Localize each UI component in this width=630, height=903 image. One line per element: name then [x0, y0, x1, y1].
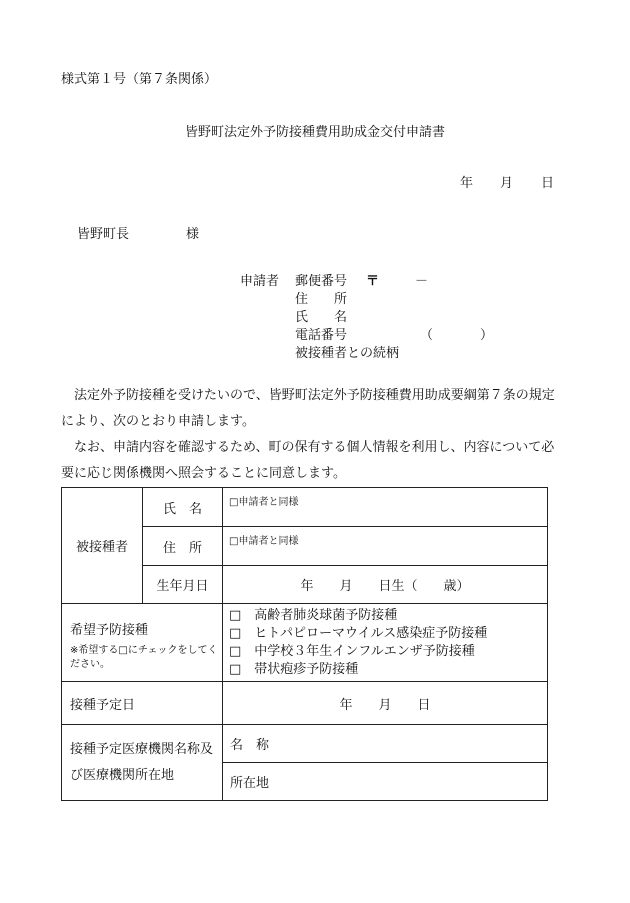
form-number: 様式第１号（第７条関係） — [61, 72, 218, 87]
birth-date-label: 生年月日 — [143, 566, 223, 604]
vaccine-option-influenza[interactable]: □ 中学校３年生インフルエンザ予防接種 — [229, 644, 475, 659]
institution-address-label[interactable]: 所在地 — [223, 763, 548, 801]
recipient-address-same-checkbox[interactable]: □申請者と同様 — [223, 527, 548, 566]
document-title: 皆野町法定外予防接種費用助成金交付申請書 — [184, 125, 445, 140]
applicant-label: 申請者 — [240, 274, 280, 289]
vaccine-option-pneumococcal[interactable]: □ 高齢者肺炎球菌予防接種 — [229, 608, 398, 623]
vaccine-option-shingles[interactable]: □ 帯状疱疹予防接種 — [229, 662, 359, 677]
application-table — [61, 487, 548, 801]
date-month: 月 — [500, 176, 514, 191]
birth-date-field[interactable]: 年 月 日生（ 歳） — [223, 566, 548, 604]
institution-label: 接種予定医療機関名称及び医療機関所在地 — [62, 725, 223, 801]
address-label: 住 所 — [295, 292, 348, 307]
date-year: 年 — [460, 176, 474, 191]
recipient-name-label: 氏 名 — [143, 488, 223, 527]
table-row — [62, 682, 548, 725]
postal-code-label: 郵便番号 — [295, 274, 348, 289]
postal-mark: 〒 — [366, 274, 380, 289]
phone-label: 電話番号 — [295, 328, 348, 343]
vaccine-cell — [62, 604, 223, 682]
application-paragraph: 法定外予防接種を受けたいので、皆野町法定外予防接種費用助成要綱第７条の規定により、次のとおり申請します。 — [61, 388, 555, 429]
consent-paragraph: なお、申請内容を確認するため、町の保有する個人情報を利用し、内容について必要に応じ関係機関へ照会することに同意します。 — [61, 440, 555, 481]
vaccine-label: 希望予防接種 — [70, 623, 149, 638]
recipient-address-label: 住 所 — [143, 527, 223, 566]
postal-dash: － — [415, 274, 429, 289]
relation-label: 被接種者との続柄 — [295, 346, 400, 361]
table-row — [62, 604, 548, 682]
addressee-name: 皆野町長 — [77, 227, 130, 242]
table-row — [62, 488, 548, 527]
recipient-label: 被接種者 — [62, 488, 143, 604]
phone-open-paren: （ — [420, 328, 434, 343]
vaccine-options — [223, 604, 548, 682]
name-label: 氏 名 — [295, 310, 348, 325]
schedule-date-field[interactable]: 年 月 日 — [223, 682, 548, 725]
applicant-block — [240, 270, 494, 361]
table-row — [62, 725, 548, 763]
phone-close-paren: ） — [480, 328, 494, 343]
vaccine-option-hpv[interactable]: □ ヒトパピローマウイルス感染症予防接種 — [229, 626, 488, 641]
schedule-label: 接種予定日 — [62, 682, 223, 725]
institution-name-label[interactable]: 名 称 — [223, 725, 548, 763]
addressee-honorific: 様 — [186, 227, 200, 242]
date-day: 日 — [541, 176, 555, 191]
recipient-name-same-checkbox[interactable]: □申請者と同様 — [223, 488, 548, 527]
vaccine-note: ※希望する□にチェックをしてください。 — [70, 645, 218, 670]
